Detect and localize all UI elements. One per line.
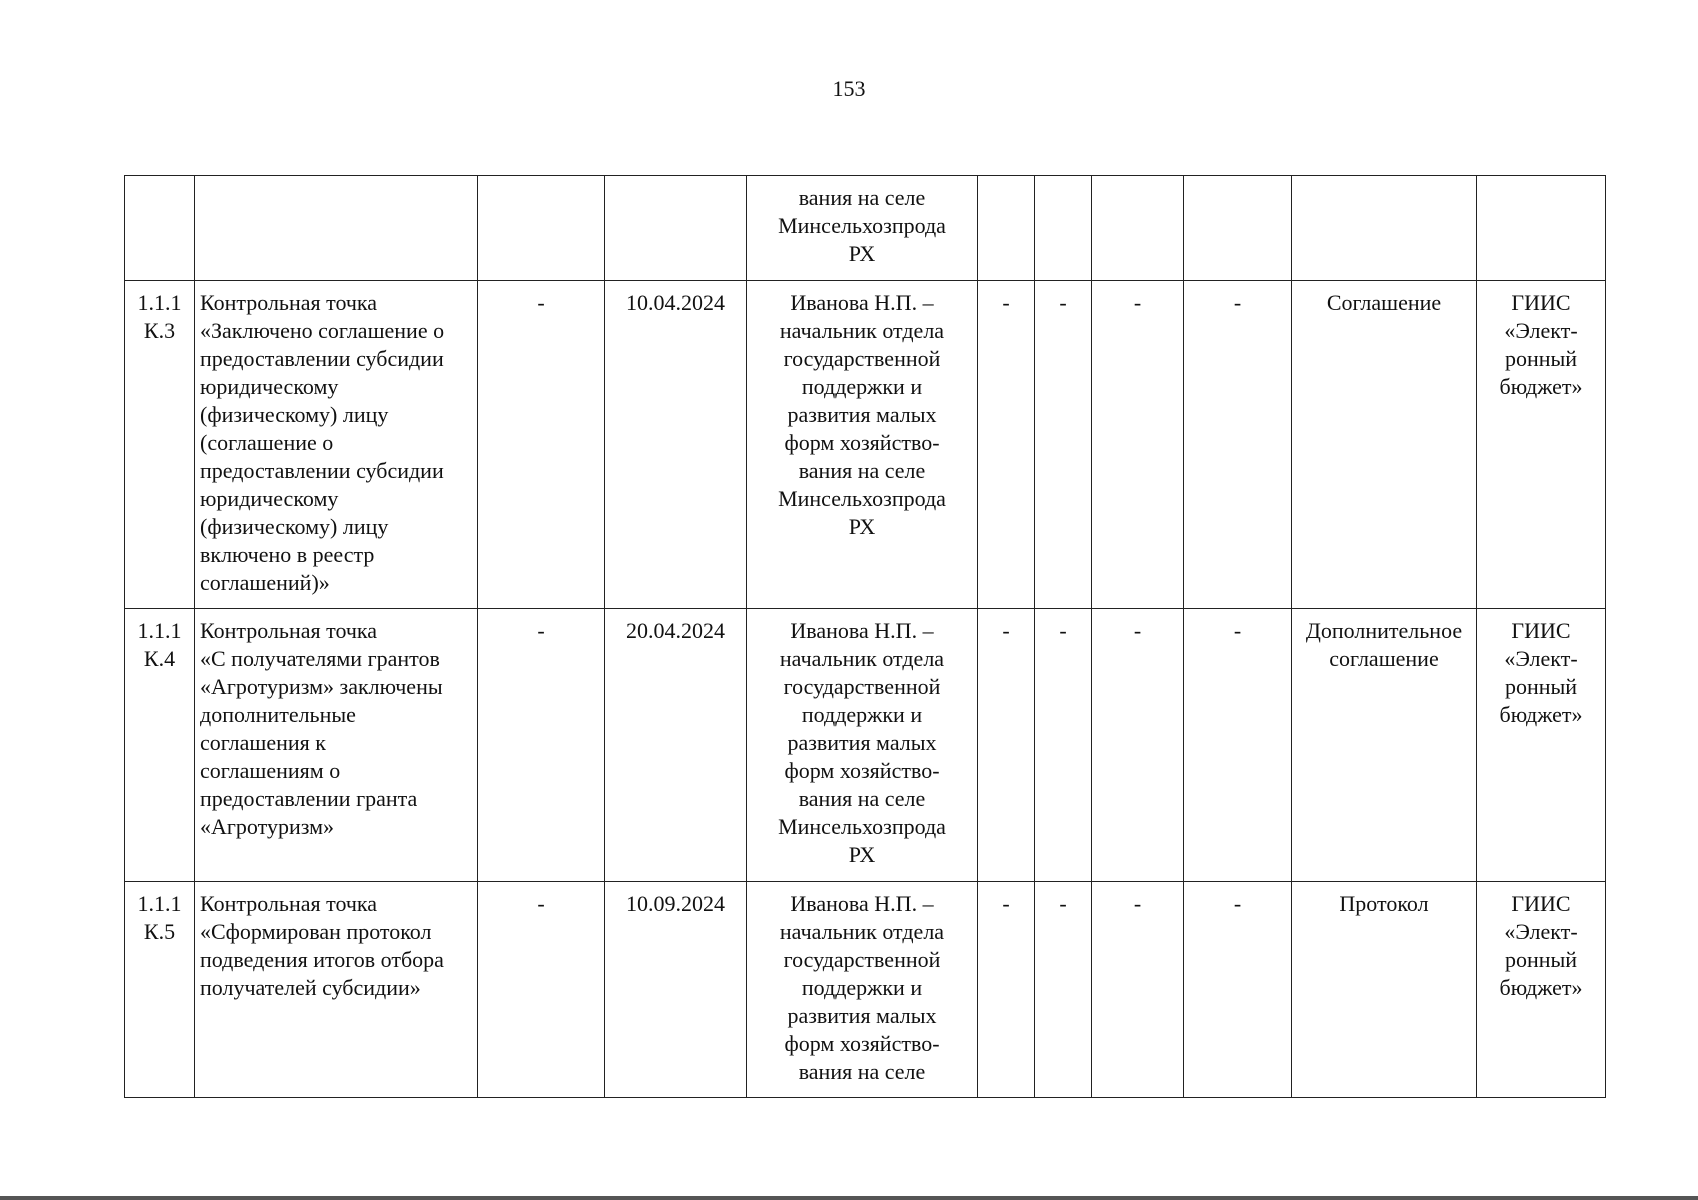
cell-end <box>605 176 747 281</box>
page-number: 153 <box>832 76 866 101</box>
control-points-table <box>124 175 1606 1098</box>
cell-num: 1.1.1 К.4 <box>125 609 195 882</box>
cell-start: - <box>478 609 605 882</box>
table-row <box>125 882 1606 1098</box>
cell-document: Протокол <box>1292 882 1477 1098</box>
cell-end: 10.04.2024 <box>605 281 747 609</box>
cell-document: Дополнительное соглашение <box>1292 609 1477 882</box>
cell-d3: - <box>1092 609 1184 882</box>
cell-system: ГИИС «Элект- ронный бюджет» <box>1477 882 1606 1098</box>
cell-d2: - <box>1035 281 1092 609</box>
cell-d4: - <box>1184 609 1292 882</box>
cell-d1: - <box>978 609 1035 882</box>
cell-d1: - <box>978 882 1035 1098</box>
cell-d4: - <box>1184 882 1292 1098</box>
cell-end: 10.09.2024 <box>605 882 747 1098</box>
cell-d3: - <box>1092 281 1184 609</box>
cell-end: 20.04.2024 <box>605 609 747 882</box>
table-row <box>125 176 1606 281</box>
cell-system: ГИИС «Элект- ронный бюджет» <box>1477 281 1606 609</box>
cell-title: Контрольная точка «С получателями грантов «Агротуризм» заключены дополнительные соглашения к соглашениям о предоставлении гранта «Агротуризм» <box>195 609 478 882</box>
cell-title <box>195 176 478 281</box>
cell-title: Контрольная точка «Сформирован протокол подведения итогов отбора получателей субсидии» <box>195 882 478 1098</box>
cell-d2: - <box>1035 882 1092 1098</box>
cell-document: Соглашение <box>1292 281 1477 609</box>
cell-num: 1.1.1 К.5 <box>125 882 195 1098</box>
cell-responsible: Иванова Н.П. – начальник отдела государственной поддержки и развития малых форм хозяйство- вания на селе Минсельхозпрода РХ <box>747 281 978 609</box>
cell-num <box>125 176 195 281</box>
cell-start: - <box>478 281 605 609</box>
cell-d2: - <box>1035 609 1092 882</box>
cell-d1: - <box>978 281 1035 609</box>
table-row <box>125 609 1606 882</box>
cell-start <box>478 176 605 281</box>
cell-d3: - <box>1092 882 1184 1098</box>
cell-responsible: вания на селе Минсельхозпрода РХ <box>747 176 978 281</box>
cell-title: Контрольная точка «Заключено соглашение о предоставлении субсидии юридическому (физическому) лицу (соглашение о предоставлении субсидии юридическому (физическому) лицу включено в реестр соглашений)» <box>195 281 478 609</box>
table-row <box>125 281 1606 609</box>
cell-d4: - <box>1184 281 1292 609</box>
cell-num: 1.1.1 К.3 <box>125 281 195 609</box>
scan-bottom-edge <box>0 1196 1698 1200</box>
cell-responsible: Иванова Н.П. – начальник отдела государственной поддержки и развития малых форм хозяйство- вания на селе Минсельхозпрода РХ <box>747 609 978 882</box>
cell-system: ГИИС «Элект- ронный бюджет» <box>1477 609 1606 882</box>
cell-start: - <box>478 882 605 1098</box>
cell-responsible: Иванова Н.П. – начальник отдела государственной поддержки и развития малых форм хозяйство- вания на селе <box>747 882 978 1098</box>
